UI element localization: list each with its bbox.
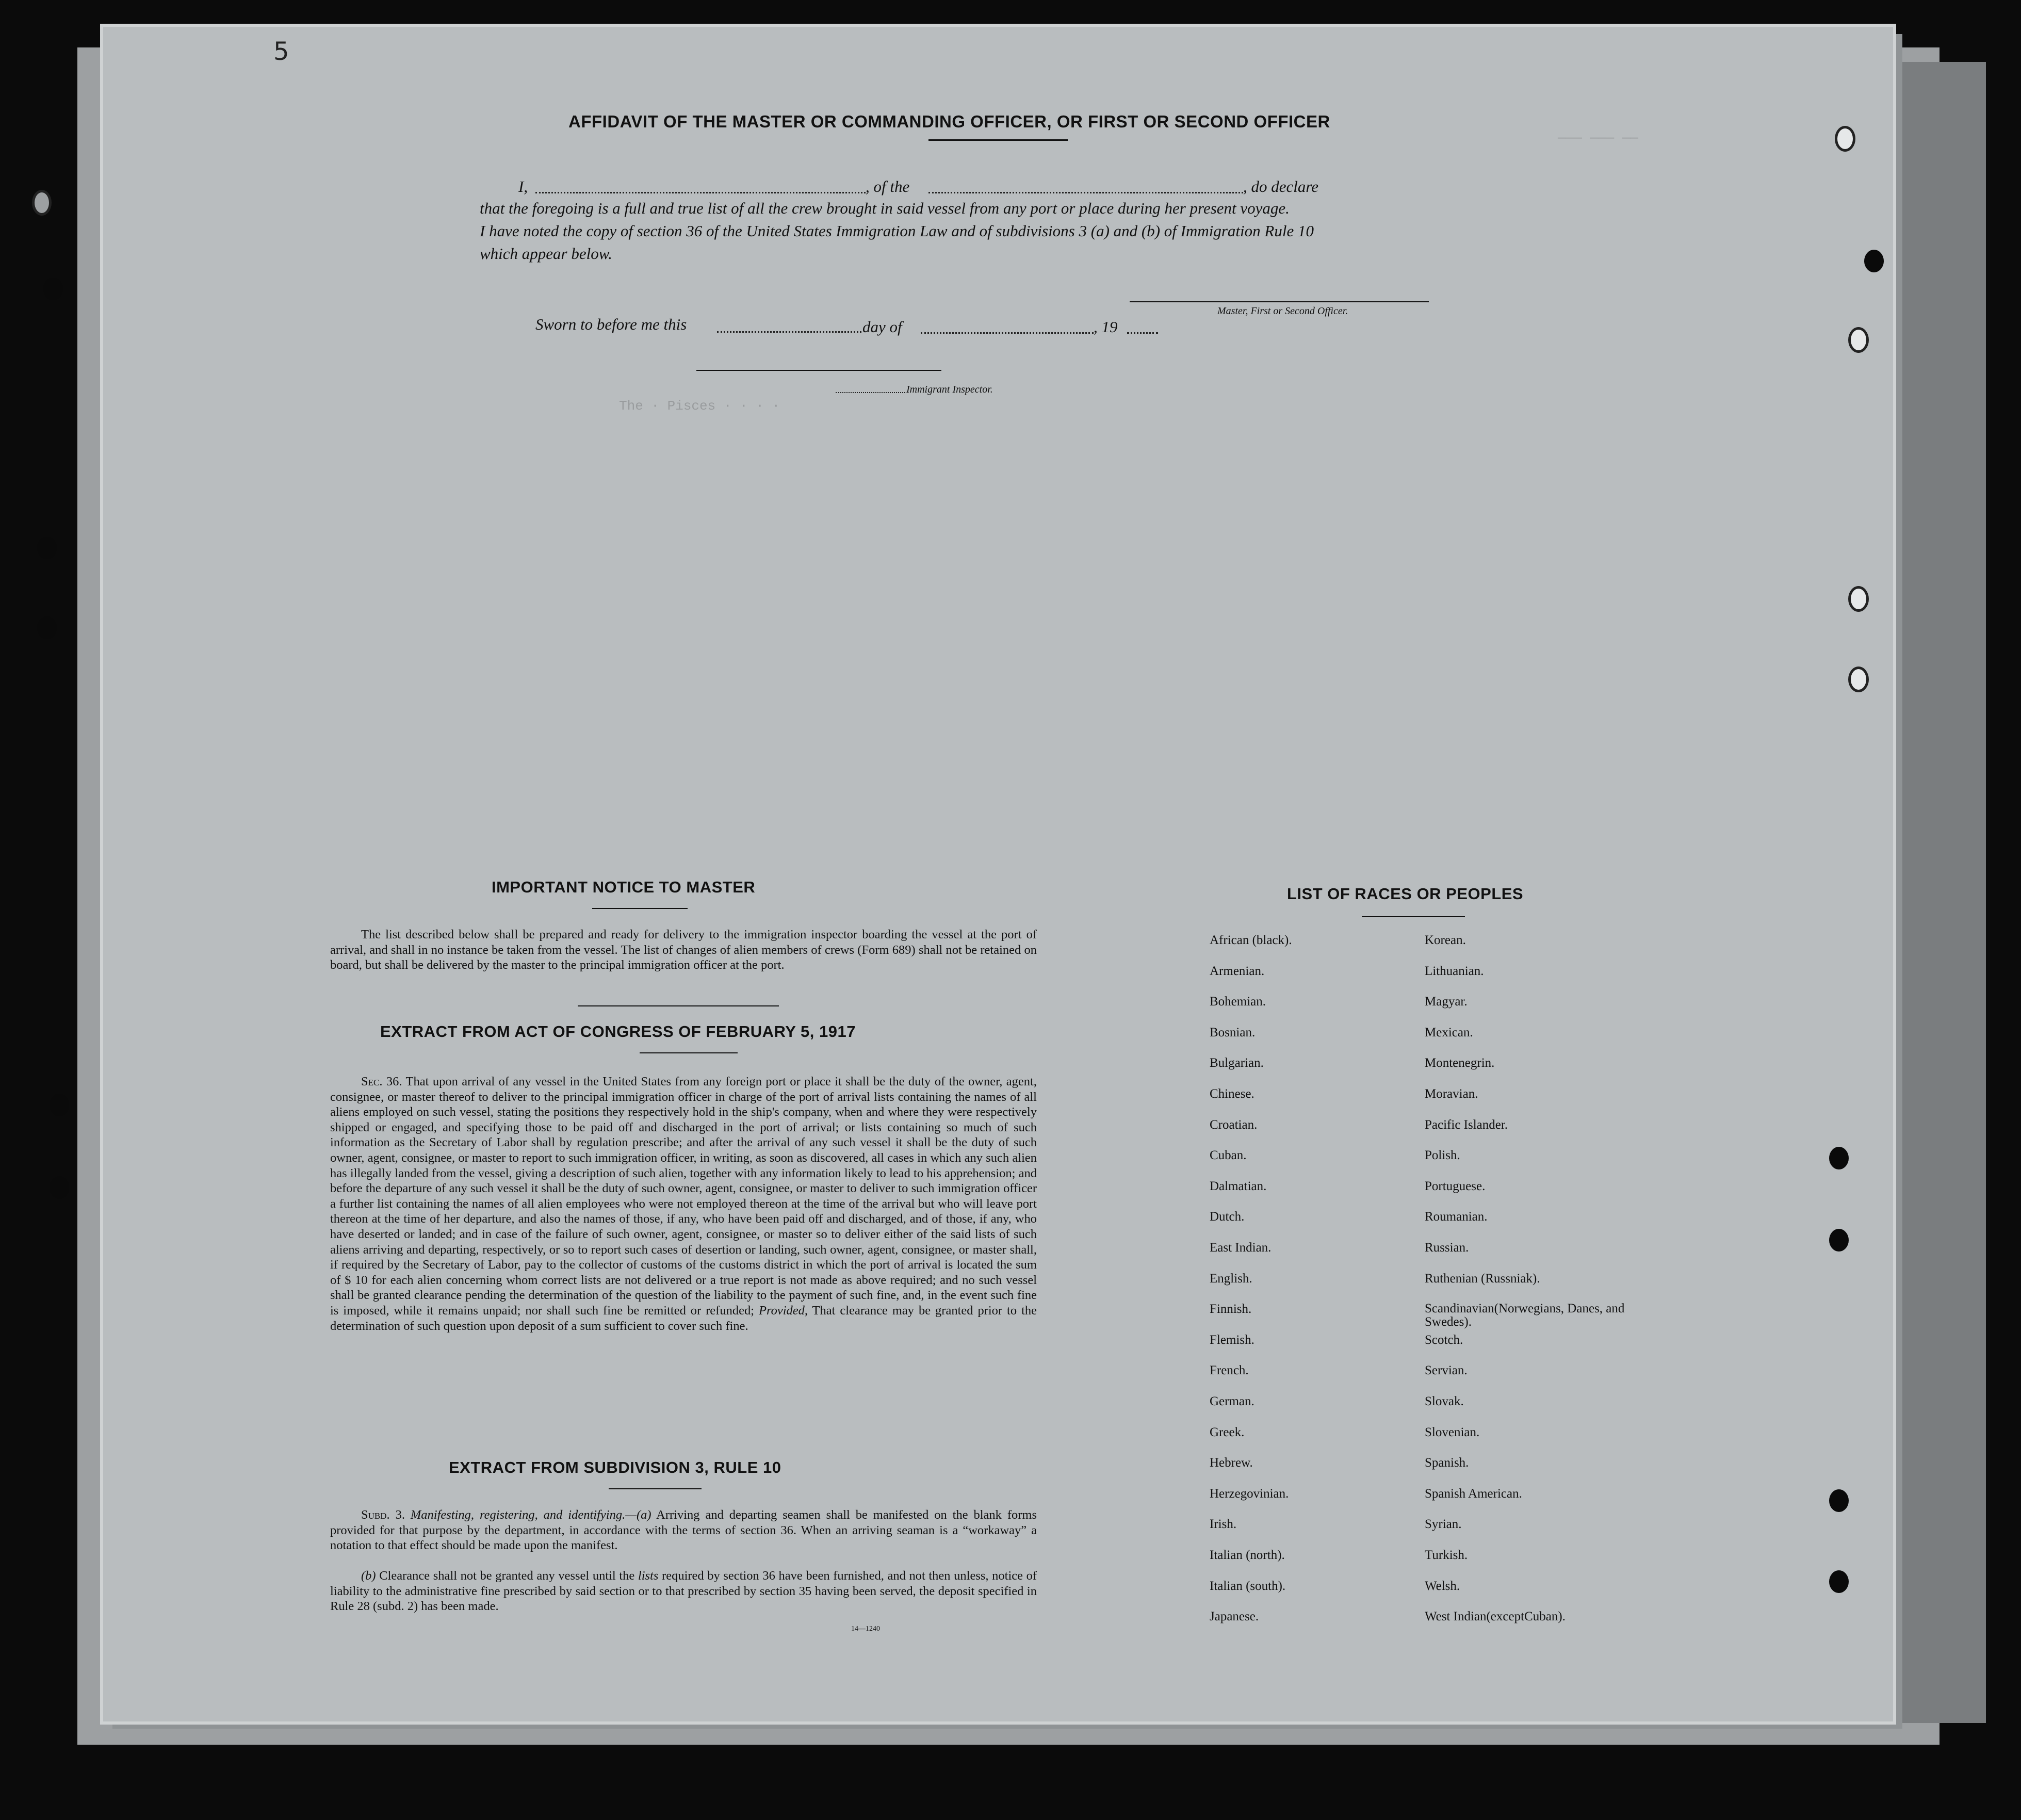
binder-hole xyxy=(1848,667,1869,692)
affidavit-i-label: I, xyxy=(518,177,528,196)
right-race-item: Russian. xyxy=(1425,1241,1469,1255)
left-race-item: Hebrew. xyxy=(1210,1456,1253,1470)
right-race-item: Ruthenian (Russniak). xyxy=(1425,1272,1540,1286)
left-race-item: Bohemian. xyxy=(1210,995,1266,1009)
handwritten-page-mark: 5 xyxy=(273,37,289,66)
right-race-item: Lithuanian. xyxy=(1425,964,1484,978)
sworn-year-blank[interactable] xyxy=(1127,332,1158,334)
rule-title: EXTRACT FROM SUBDIVISION 3, RULE 10 xyxy=(449,1458,781,1476)
master-signature-label: Master, First or Second Officer. xyxy=(1217,305,1348,317)
master-signature-line[interactable] xyxy=(1130,301,1429,302)
notice-title-underline xyxy=(592,908,688,909)
right-race-item: Korean. xyxy=(1425,933,1466,947)
right-race-item: West Indian(exceptCuban). xyxy=(1425,1610,1566,1623)
left-race-item: Italian (north). xyxy=(1210,1548,1285,1562)
affidavit-of-the: , of the xyxy=(866,177,910,196)
binder-hole xyxy=(1848,586,1869,612)
left-race-item: Bosnian. xyxy=(1210,1026,1256,1039)
left-race-item: African (black). xyxy=(1210,933,1292,947)
left-race-item: German. xyxy=(1210,1394,1254,1408)
rule-b-lists: lists xyxy=(638,1569,659,1583)
right-race-item: Spanish American. xyxy=(1425,1487,1522,1501)
act-title-underline xyxy=(640,1052,738,1053)
bleed-through-text: ——— ——— —— xyxy=(1558,130,1639,145)
left-race-item: Greek. xyxy=(1210,1425,1245,1439)
left-race-item: Bulgarian. xyxy=(1210,1056,1264,1070)
right-race-item: Slovenian. xyxy=(1425,1425,1480,1439)
right-race-item: Moravian. xyxy=(1425,1087,1478,1101)
sworn-month-blank[interactable] xyxy=(921,332,1094,334)
rule-b-body-1: Clearance shall not be granted any vessel until the xyxy=(379,1569,635,1583)
right-race-item: Magyar. xyxy=(1425,995,1468,1009)
inspector-label: Immigrant Inspector. xyxy=(906,384,993,395)
rule-title-underline xyxy=(609,1488,702,1489)
vessel-blank[interactable] xyxy=(928,192,1243,193)
right-race-item: Servian. xyxy=(1425,1363,1468,1377)
binder-hole xyxy=(1864,250,1884,272)
affidavit-title: AFFIDAVIT OF THE MASTER OR COMMANDING OFFICER, OR FIRST OR SECOND OFFICER xyxy=(568,112,1330,131)
left-race-item: French. xyxy=(1210,1363,1249,1377)
year-label: , 19 xyxy=(1094,318,1118,336)
binder-hole xyxy=(1835,126,1855,152)
right-race-item: Spanish. xyxy=(1425,1456,1469,1470)
act-body xyxy=(330,1074,1037,1334)
act-body-text: That upon arrival of any vessel in the United States from any foreign port or place it shall be the duty of the owner, agent, consignee, or master thereof to deliver to the principal immigration officer in charge of the port of arrival lists containing the names of all aliens employed on such vessel, stating the positions they respectively hold in the ship's company, when and where they were respectively shipped or engaged, and specifying those to be paid off and discharged in the port of arrival; or lists containing so much of such information as the Secretary of Labor shall by regulation prescribe; and after the arrival of any such vessel it shall be the duty of such owner, agent, consignee, or master to report to such immigration officer, in writing, as soon as discovered, all cases in which any such alien has illegally landed from the vessel, giving a description of such alien, together with any information likely to lead to his apprehension; and before the departure of any such vessel it shall be the duty of such owner, agent, consignee, or master to deliver to such immigration officer a further list containing the names of all alien employees who were not employed thereon at the time of the arrival but who will leave port thereon at the time of her departure, and also the names of those, if any, who have been paid off and discharged, and of those, if any, who have deserted or landed; and in case of the failure of such owner, agent, consignee, or master so to deliver either of the said lists of such aliens arriving and departing, respectively, or so to report such cases of desertion or landing, such owner, agent, consignee, or master shall, if required by the Secretary of Labor, pay to the collector of customs of the customs district in which the port of arrival is located the sum of $ 10 for each alien concerning whom correct lists are not delivered or a true report is not made as above required; and no such vessel shall be granted clearance pending the determination of the question of the liability to the payment of such fine, and, in the event such fine is imposed, while it remains unpaid; nor shall such fine be remitted or refunded; xyxy=(330,1075,1037,1318)
bleed-through-text: The · Pisces · · · · xyxy=(619,398,780,414)
notice-body: The list described below shall be prepared and ready for delivery to the immigration inspector boarding the vessel at the port of arrival, and shall in no instance be taken from the vessel. The list of changes of alien members of crews (Form 689) shall not be retained on board, but shall be delivered by the master to the principal immigration officer at the port. xyxy=(330,928,1037,972)
rule-subd-label: Subd. 3. xyxy=(361,1508,405,1522)
rule-subd-title: Manifesting, registering, and identifying. xyxy=(410,1508,626,1522)
right-race-item: Scandinavian(Norwegians, Danes, and Swedes). xyxy=(1425,1302,1625,1329)
rule-b-label: (b) xyxy=(361,1569,376,1583)
section-divider xyxy=(578,1005,779,1006)
binder-hole xyxy=(43,278,63,300)
left-race-item: Cuban. xyxy=(1210,1148,1247,1162)
left-race-item: Dutch. xyxy=(1210,1210,1245,1224)
right-race-item: Slovak. xyxy=(1425,1394,1464,1408)
rule-subd-b xyxy=(330,1568,1037,1614)
left-race-item: Flemish. xyxy=(1210,1333,1254,1347)
right-race-item: Polish. xyxy=(1425,1148,1460,1162)
binder-hole xyxy=(1848,327,1869,353)
right-race-item: Mexican. xyxy=(1425,1026,1473,1039)
affidavit-line-4: which appear below. xyxy=(480,245,612,263)
binder-hole xyxy=(50,1094,69,1116)
manifest-page xyxy=(103,27,1893,1721)
left-race-item: Dalmatian. xyxy=(1210,1179,1267,1193)
right-race-item: Scotch. xyxy=(1425,1333,1463,1347)
inspector-signature-line[interactable] xyxy=(696,370,941,371)
left-race-item: Italian (south). xyxy=(1210,1579,1286,1593)
left-race-item: Herzegovinian. xyxy=(1210,1487,1289,1501)
sworn-day-blank[interactable] xyxy=(717,331,861,333)
name-blank[interactable] xyxy=(535,192,866,193)
left-race-item: Irish. xyxy=(1210,1517,1237,1531)
left-race-item: Japanese. xyxy=(1210,1610,1259,1623)
races-title-underline xyxy=(1362,916,1465,917)
right-race-item: Portuguese. xyxy=(1425,1179,1486,1193)
rule-subd-a xyxy=(330,1507,1037,1553)
right-race-item: Montenegrin. xyxy=(1425,1056,1495,1070)
right-race-item: Syrian. xyxy=(1425,1517,1462,1531)
binder-hole xyxy=(1829,1570,1849,1593)
left-race-item: Croatian. xyxy=(1210,1118,1258,1132)
affidavit-line-3: I have noted the copy of section 36 of the United States Immigration Law and of subdivisions 3 (a) and (b) of Immigration Rule 10 xyxy=(480,222,1314,240)
left-race-item: East Indian. xyxy=(1210,1241,1272,1255)
right-race-item: Pacific Islander. xyxy=(1425,1118,1508,1132)
day-of-label: day of xyxy=(862,318,902,336)
form-number: 14—1240 xyxy=(851,1625,880,1633)
sworn-label: Sworn to before me this xyxy=(535,315,687,333)
notice-title: IMPORTANT NOTICE TO MASTER xyxy=(492,878,756,896)
act-provided: Provided, xyxy=(758,1303,808,1318)
act-section-label: Sec. 36. xyxy=(361,1075,402,1088)
underlying-sheet-edge xyxy=(1898,62,1986,1723)
binder-hole xyxy=(1829,1489,1849,1512)
left-race-item: Finnish. xyxy=(1210,1302,1252,1316)
left-race-item: Armenian. xyxy=(1210,964,1265,978)
left-race-item: English. xyxy=(1210,1272,1252,1286)
right-race-item: Turkish. xyxy=(1425,1548,1468,1562)
title-underline xyxy=(928,139,1068,141)
inspector-leader-dots xyxy=(836,392,905,393)
binder-hole xyxy=(37,537,57,559)
right-race-item: Welsh. xyxy=(1425,1579,1460,1593)
races-title: LIST OF RACES OR PEOPLES xyxy=(1287,885,1524,903)
affidavit-do-declare: , do declare xyxy=(1243,177,1319,196)
left-race-item: Chinese. xyxy=(1210,1087,1254,1101)
act-body-end: That clearance may be granted prior to the determination of such question upon deposit of a sum sufficient to cover such fine. xyxy=(330,1303,1037,1333)
binder-hole xyxy=(1829,1229,1849,1252)
binder-hole xyxy=(50,1176,69,1199)
binder-hole xyxy=(37,616,57,639)
affidavit-line-2: that the foregoing is a full and true list of all the crew brought in said vessel from any port or place during her present voyage. xyxy=(480,199,1290,217)
rule-a-label: —(a) xyxy=(625,1508,651,1522)
rule-a-body: Arriving and departing seamen shall be manifested on the blank forms provided for that purpose by the department, in accordance with the terms of section 36. When an arriving seaman is a “workaway” a notation to that effect should be made upon the manifest. xyxy=(330,1508,1037,1553)
act-title: EXTRACT FROM ACT OF CONGRESS OF FEBRUARY 5, 1917 xyxy=(380,1022,856,1041)
binder-hole xyxy=(1829,1147,1849,1169)
right-race-item: Roumanian. xyxy=(1425,1210,1488,1224)
rule-b-body-2: required by section 36 have been furnished, and not then unless, notice of liability to the administrative fine prescribed by said section or to that prescribed by section 35 having been served, the deposit specified in Rule 28 (subd. 2) has been made. xyxy=(330,1569,1037,1614)
binder-hole xyxy=(32,190,52,216)
